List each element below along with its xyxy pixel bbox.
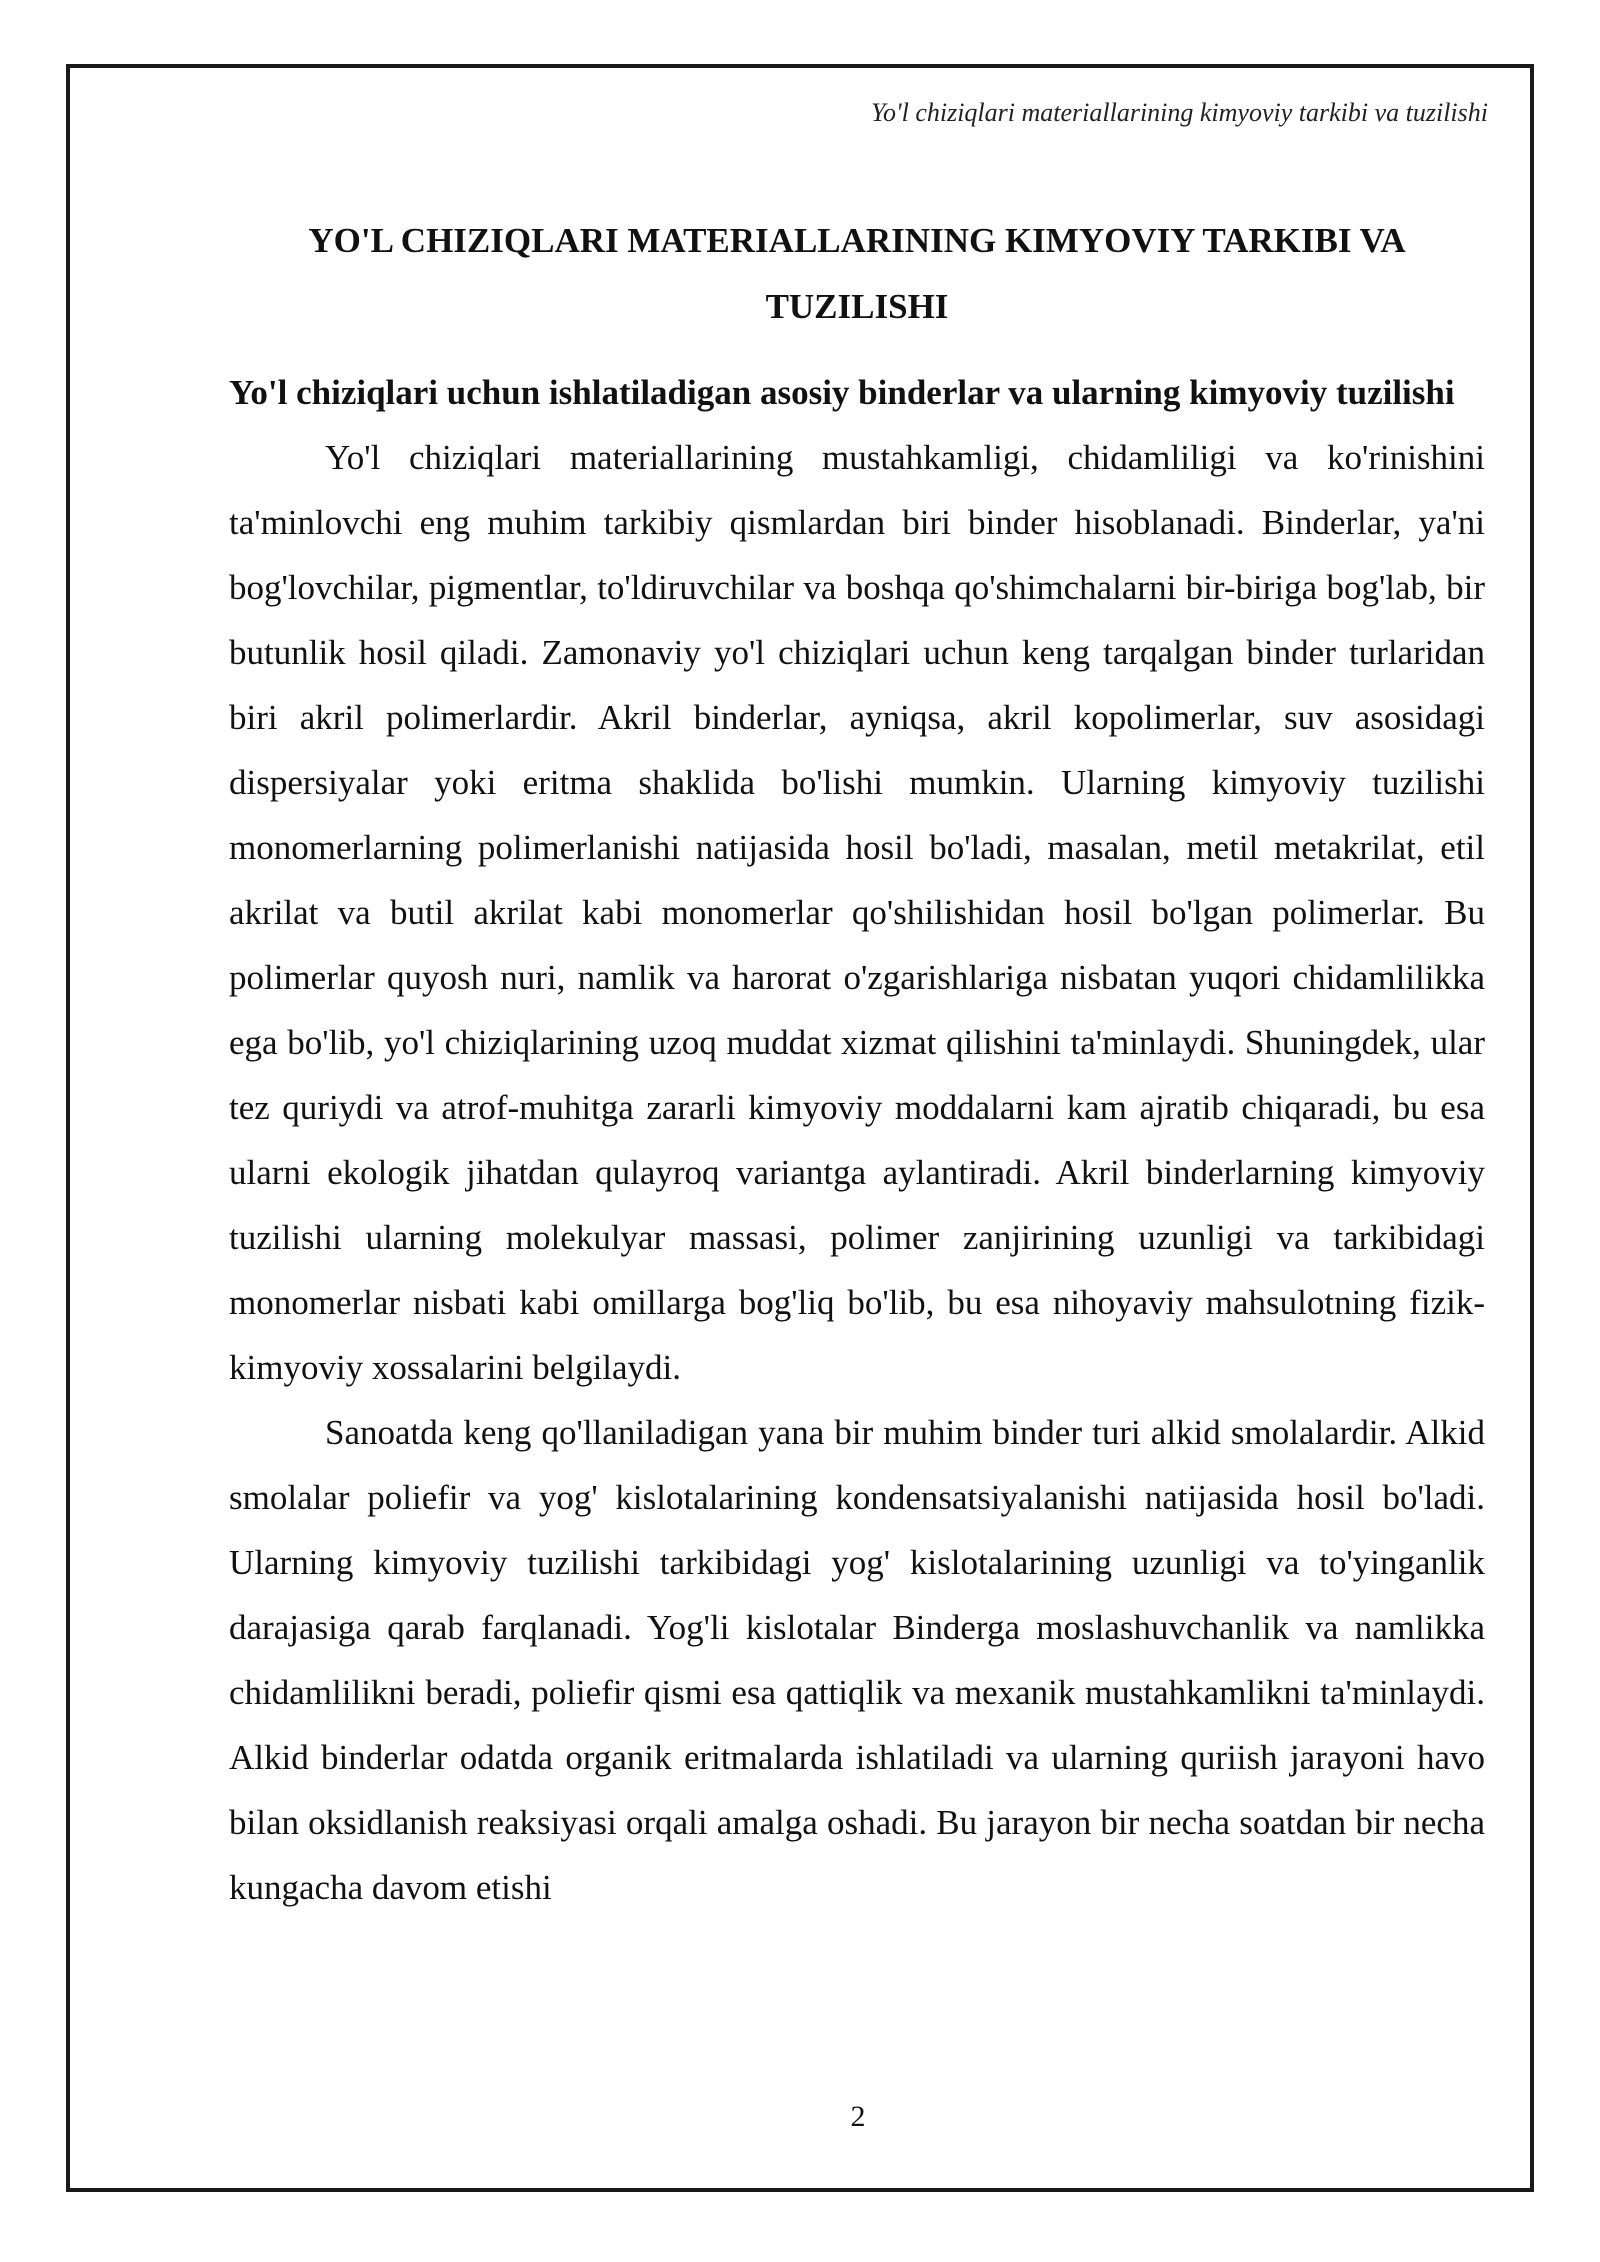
document-title: YO'L CHIZIQLARI MATERIALLARINING KIMYOVIY TARKIBI VA TUZILISHI [308,221,1406,326]
page-number: 2 [850,2100,866,2133]
running-header: Yo'l chiziqlari materiallarining kimyoviy tarkibi va tuzilishi [870,98,1488,127]
paragraph-1: Yo'l chiziqlari materiallarining mustahkamligi, chidamliligi va ko'rinishini ta'minlovchi eng muhim tarkibiy qismlardan biri binder hisoblanadi. Binderlar, ya'ni bog'lovchilar, pigmentlar, to'ldiruvchilar va boshqa qo'shimchalarni bir-biriga bog'lab, bir butunlik hosil qiladi. Zamonaviy yo'l chiziqlari uchun keng tarqalgan binder turlaridan biri akril polimerlardir. Akril binderlar, ayniqsa, akril kopolimerlar, suv asosidagi dispersiyalar yoki eritma shaklida bo'lishi mumkin. Ularning kimyoviy tuzilishi monomerlarning polimerlanishi natijasida hosil bo'ladi, masalan, metil metakrilat, etil akrilat va butil akrilat kabi monomerlar qo'shilishidan hosil bo'lgan polimerlar. Bu polimerlar quyosh nuri, namlik va harorat o'zgarishlariga nisbatan yuqori chidamlilikka ega bo'lib, yo'l chiziqlarining uzoq muddat xizmat qilishini ta'minlaydi. Shuningdek, ular tez quriydi va atrof-muhitga zararli kimyoviy moddalarni kam ajratib chiqaradi, bu esa ularni ekologik jihatdan qulayroq variantga aylantiradi. Akril binderlarning kimyoviy tuzilishi ularning molekulyar massasi, polimer zanjirining uzunligi va tarkibidagi monomerlar nisbati kabi omillarga bog'liq bo'lib, bu esa nihoyaviy mahsulotning fizik-kimyoviy xossalarini belgilaydi. [229,438,1485,1387]
section-heading: Yo'l chiziqlari uchun ishlatiladigan asosiy binderlar va ularning kimyoviy tuzilishi [229,373,1455,412]
paragraph-2: Sanoatda keng qo'llaniladigan yana bir muhim binder turi alkid smolalardir. Alkid smolalar poliefir va yog' kislotalarining kondensatsiyalanishi natijasida hosil bo'ladi. Ularning kimyoviy tuzilishi tarkibidagi yog' kislotalarining uzunligi va to'yinganlik darajasiga qarab farqlanadi. Yog'li kislotalar Binderga moslashuvchanlik va namlikka chidamlilikni beradi, poliefir qismi esa qattiqlik va mexanik mustahkamlikni ta'minlaydi. Alkid binderlar odatda organik eritmalarda ishlatiladi va ularning quriish jarayoni havo bilan oksidlanish reaksiyasi orqali amalga oshadi. Bu jarayon bir necha soatdan bir necha kungacha davom etishi [229,1413,1485,1907]
document-body [229,208,1485,1920]
